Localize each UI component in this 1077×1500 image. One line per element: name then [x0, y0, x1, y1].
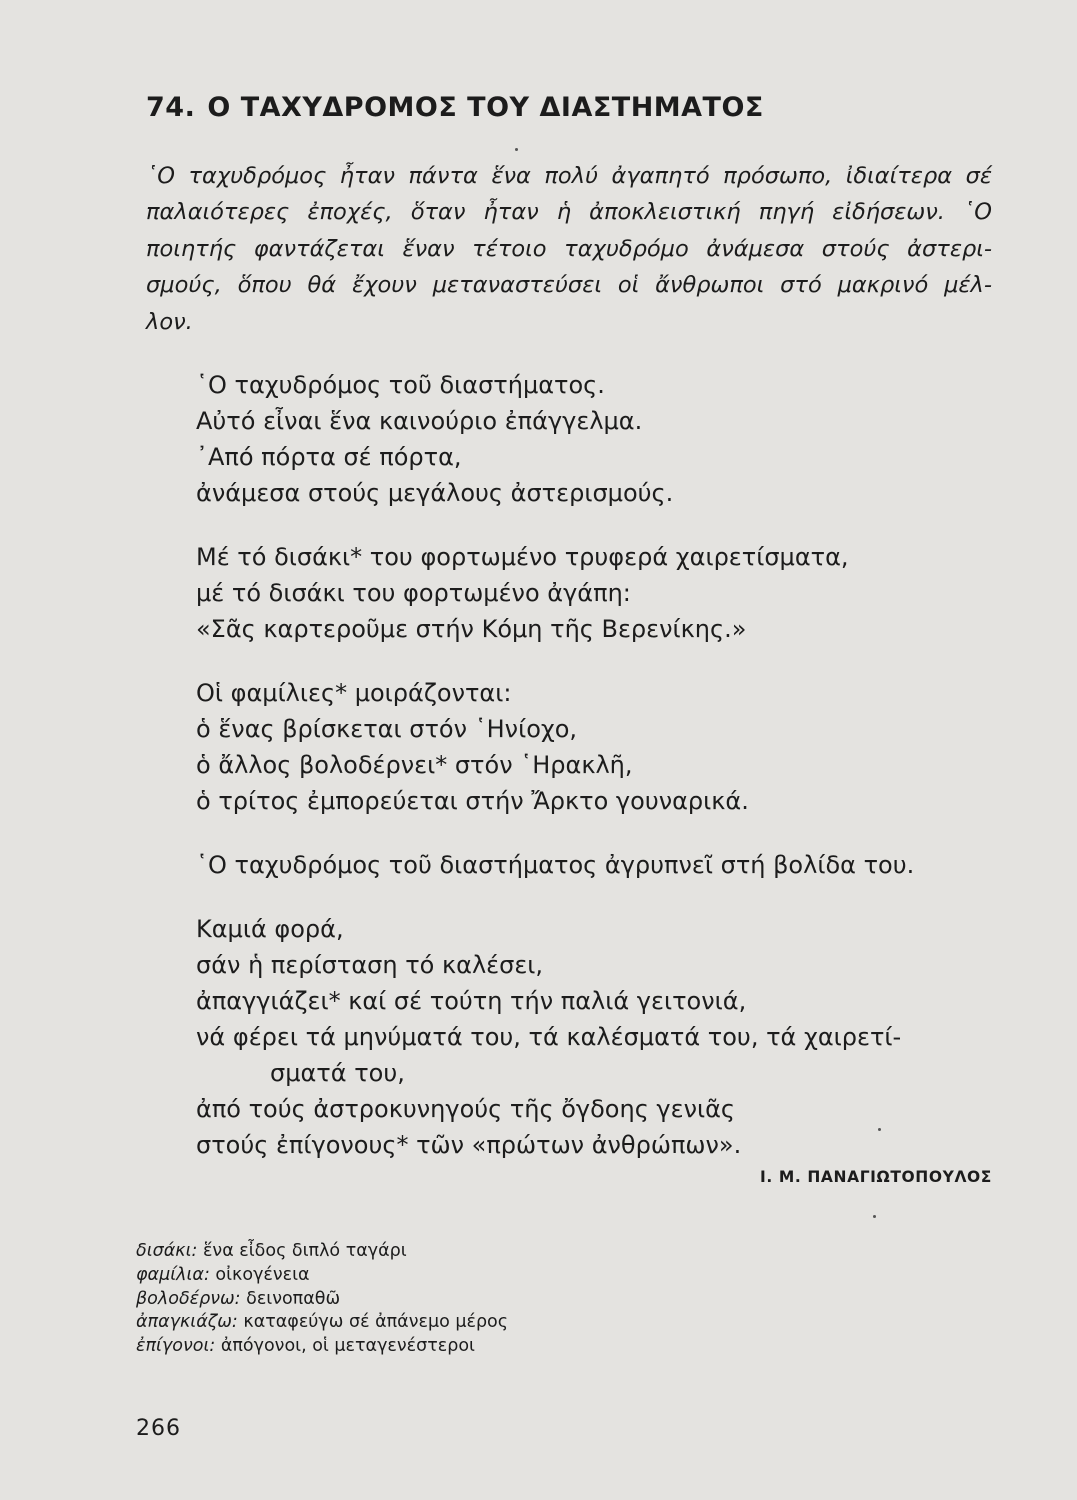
page-number: 266 — [136, 1416, 181, 1441]
poem-line: Καμιά φορά, — [196, 915, 344, 943]
glossary-term: δισάκι: — [136, 1241, 198, 1261]
poem-line: μέ τό δισάκι του φορτωμένο ἀγάπη: — [196, 579, 631, 607]
glossary-definition: καταφεύγω σέ ἀπάνεμο μέρος — [237, 1312, 509, 1333]
poem-stanza-5 — [196, 911, 1016, 1163]
glossary-term: ἐπίγονοι: — [136, 1336, 216, 1357]
chapter-title: Ο ΤΑΧΥΔΡΟΜΟΣ ΤΟΥ ΔΙΑΣΤΗΜΑΤΟΣ — [207, 92, 764, 123]
poem-line: ὁ τρίτος ἐμπορεύεται στήν Ἄρκτο γουναρικά. — [196, 787, 749, 815]
intro-line: σμούς, ὅπου θά ἔχουν μεταναστεύσει οἱ ἄνθρωποι στό μακρινό μέλ- — [146, 272, 992, 299]
intro-line: ῾Ο ταχυδρόμος ἦταν πάντα ἕνα πολύ ἀγαπητό πρόσωπο, ἰδιαίτερα σέ — [146, 163, 992, 189]
glossary-term: ἀπαγκιάζω: — [136, 1312, 238, 1333]
glossary-definition: οἰκογένεια — [209, 1264, 310, 1285]
print-speck — [878, 1128, 881, 1131]
poem-stanza-3 — [196, 675, 1016, 819]
intro-line: λον. — [146, 308, 193, 335]
glossary-entry — [136, 1240, 836, 1264]
poem-line-continuation: σματά του, — [270, 1059, 405, 1087]
chapter-heading — [146, 92, 764, 123]
poem-stanza-2 — [196, 539, 1016, 647]
poem — [196, 367, 1016, 1163]
poem-line: ἀπαγγιάζει* καί σέ τούτη τήν παλιά γειτονιά, — [196, 987, 747, 1015]
introduction-paragraph — [146, 158, 992, 340]
intro-line: παλαιότερες ἐποχές, ὅταν ἦταν ἡ ἀποκλειστική πηγή εἰδήσεων. ῾Ο — [146, 199, 992, 226]
poem-line: ὁ ἕνας βρίσκεται στόν ῾Ηνίοχο, — [196, 715, 578, 743]
poem-line: νά φέρει τά μηνύματά του, τά καλέσματά του, τά χαιρετί- — [196, 1023, 902, 1051]
poem-line: Αὐτό εἶναι ἕνα καινούριο ἐπάγγελμα. — [196, 407, 643, 435]
glossary-entry — [136, 1311, 836, 1335]
poem-line: ἀνάμεσα στούς μεγάλους ἀστερισμούς. — [196, 479, 674, 507]
poem-line: ῾Ο ταχυδρόμος τοῦ διαστήματος ἀγρυπνεῖ στή βολίδα του. — [196, 851, 915, 879]
glossary-entry — [136, 1288, 836, 1312]
print-speck — [515, 148, 518, 151]
poem-line: Μέ τό δισάκι* του φορτωμένο τρυφερά χαιρετίσματα, — [196, 543, 849, 571]
chapter-number: 74. — [146, 92, 196, 123]
intro-line: ποιητής φαντάζεται ἕναν τέτοιο ταχυδρόμο ἀνάμεσα στούς ἀστερι- — [146, 235, 992, 262]
poem-line: σάν ἡ περίσταση τό καλέσει, — [196, 951, 544, 979]
glossary-definition: ἀπόγονοι, οἱ μεταγενέστεροι — [215, 1336, 475, 1357]
poem-stanza-4 — [196, 847, 1016, 883]
poem-line: Οἱ φαμίλιες* μοιράζονται: — [196, 679, 512, 707]
glossary-term: βολοδέρνω: — [136, 1288, 241, 1309]
glossary-definition: ἕνα εἶδος διπλό ταγάρι — [197, 1241, 407, 1261]
glossary-term: φαμίλια: — [136, 1264, 210, 1285]
poem-line: ὁ ἄλλος βολοδέρνει* στόν ῾Ηρακλῆ, — [196, 751, 633, 779]
glossary-definition: δεινοπαθῶ — [240, 1288, 341, 1309]
poem-stanza-1 — [196, 367, 1016, 511]
print-speck — [873, 1215, 876, 1218]
glossary-entry — [136, 1264, 836, 1288]
poem-line: ἀπό τούς ἀστροκυνηγούς τῆς ὄγδοης γενιᾶς — [196, 1095, 736, 1123]
poem-line: στούς ἐπίγονους* τῶν «πρώτων ἀνθρώπων». — [196, 1131, 742, 1159]
glossary — [136, 1240, 836, 1359]
glossary-entry — [136, 1335, 836, 1359]
poem-line: ῾Ο ταχυδρόμος τοῦ διαστήματος. — [196, 371, 605, 399]
author-name: Ι. Μ. ΠΑΝΑΓΙΩΤΟΠΟΥΛΟΣ — [760, 1168, 992, 1186]
poem-line: «Σᾶς καρτεροῦμε στήν Κόμη τῆς Βερενίκης.» — [196, 615, 747, 643]
poem-line: ᾿Από πόρτα σέ πόρτα, — [196, 443, 462, 471]
